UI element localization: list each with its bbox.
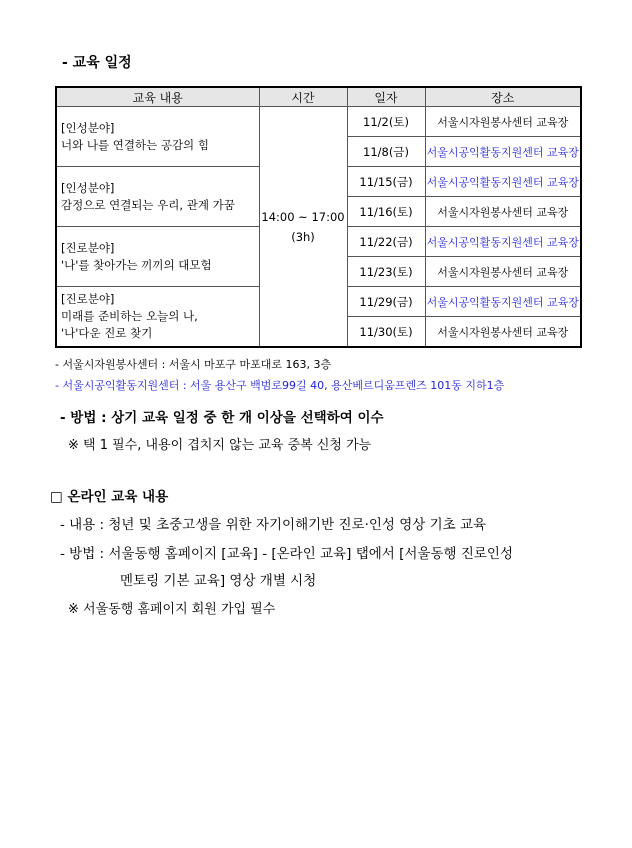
course-date: 11/8(금) bbox=[347, 137, 425, 167]
column-header: 장소 bbox=[425, 87, 581, 107]
table-header-row bbox=[56, 87, 581, 107]
column-header: 교육 내용 bbox=[56, 87, 259, 107]
course-date: 11/22(금) bbox=[347, 227, 425, 257]
course-category: [진로분야] bbox=[61, 240, 115, 255]
course-content bbox=[56, 227, 259, 287]
course-place: 서울시공익활동지원센터 교육장 bbox=[425, 167, 581, 197]
schedule-table bbox=[55, 86, 582, 348]
course-title: '나'를 찾아가는 끼끼의 대모험 bbox=[61, 257, 212, 272]
course-title: 미래를 준비하는 오늘의 나, bbox=[61, 309, 198, 323]
time-duration: (3h) bbox=[291, 229, 315, 244]
online-method-line2: 멘토링 기본 교육] 영상 개별 시청 bbox=[120, 573, 317, 589]
course-place: 서울시공익활동지원센터 교육장 bbox=[425, 137, 581, 167]
course-place: 서울시자원봉사센터 교육장 bbox=[425, 317, 581, 348]
online-heading: □ 온라인 교육 내용 bbox=[50, 489, 169, 505]
course-date: 11/16(토) bbox=[347, 197, 425, 227]
course-date: 11/23(토) bbox=[347, 257, 425, 287]
section-title: - 교육 일정 bbox=[62, 55, 132, 71]
time-range: 14:00 ~ 17:00 bbox=[261, 209, 345, 224]
column-header: 시간 bbox=[259, 87, 347, 107]
online-method-label: - 방법 : bbox=[60, 546, 109, 562]
course-date: 11/29(금) bbox=[347, 287, 425, 317]
course-place: 서울시자원봉사센터 교육장 bbox=[425, 197, 581, 227]
course-content bbox=[56, 167, 259, 227]
address-note: - 서울시공익활동지원센터 : 서울 용산구 백범로99길 40, 용산베르디움프렌즈 101동 지하1층 bbox=[55, 379, 505, 392]
course-title: 너와 나를 연결하는 공감의 힘 bbox=[61, 137, 209, 152]
online-content-line bbox=[60, 513, 486, 533]
course-place: 서울시공익활동지원센터 교육장 bbox=[425, 227, 581, 257]
online-note: ※ 서울동행 홈페이지 회원 가입 필수 bbox=[68, 602, 276, 617]
method-note: ※ 택 1 필수, 내용이 겹치지 않는 교육 중복 신청 가능 bbox=[68, 438, 372, 453]
course-category: [인성분야] bbox=[61, 120, 115, 135]
course-time bbox=[259, 107, 347, 348]
course-title: 감정으로 연결되는 우리, 관계 가꿈 bbox=[61, 197, 235, 212]
course-category: [진로분야] bbox=[61, 292, 115, 306]
online-content-text: 청년 및 초중고생을 위한 자기이해기반 진로·인성 영상 기초 교육 bbox=[108, 517, 487, 533]
method-text: 상기 교육 일정 중 한 개 이상을 선택하여 이수 bbox=[111, 410, 384, 426]
method-label: - 방법 : bbox=[60, 410, 112, 426]
online-method-line bbox=[60, 542, 513, 562]
address-note: - 서울시자원봉사센터 : 서울시 마포구 마포대로 163, 3층 bbox=[55, 358, 332, 371]
course-place: 서울시자원봉사센터 교육장 bbox=[425, 257, 581, 287]
course-place: 서울시공익활동지원센터 교육장 bbox=[425, 287, 581, 317]
course-content bbox=[56, 287, 259, 348]
table-row bbox=[56, 107, 581, 137]
course-date: 11/30(토) bbox=[347, 317, 425, 348]
course-date: 11/15(금) bbox=[347, 167, 425, 197]
column-header: 일자 bbox=[347, 87, 425, 107]
online-content-label: - 내용 : bbox=[60, 517, 109, 533]
online-method-text: 서울동행 홈페이지 [교육] - [온라인 교육] 탭에서 [서울동행 진로인성 bbox=[108, 546, 513, 562]
course-category: [인성분야] bbox=[61, 180, 115, 195]
course-content bbox=[56, 107, 259, 167]
course-date: 11/2(토) bbox=[347, 107, 425, 137]
course-title-line2: '나'다운 진로 찾기 bbox=[61, 326, 153, 340]
course-place: 서울시자원봉사센터 교육장 bbox=[425, 107, 581, 137]
method-line bbox=[60, 406, 384, 426]
